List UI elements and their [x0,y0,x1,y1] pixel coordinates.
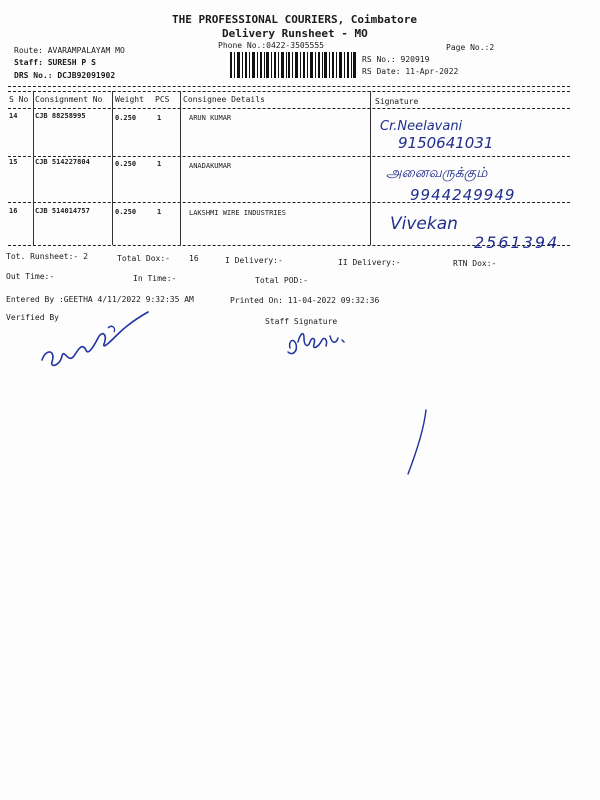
company-title: THE PROFESSIONAL COURIERS, Coimbatore [172,13,418,26]
total-pod: Total POD:- [255,276,308,285]
row-consignment: CJB 514014757 [35,207,90,215]
staff-signature-label: Staff Signature [265,317,338,326]
drs-number: DRS No.: DCJB92091902 [14,71,116,80]
table-top-rule-2 [8,91,570,92]
row-pcs: 1 [157,160,162,168]
handwritten-phone-number: 9150641031 [398,134,494,152]
phone-number: Phone No.:0422-3505555 [218,41,324,50]
staff-signature [282,322,362,362]
table-top-rule [8,86,570,87]
total-dox-label: Total Dox:- [117,254,170,263]
total-dox-value: 16 [189,254,199,263]
row-sno: 14 [9,112,18,120]
row-divider [8,156,570,157]
row-consignee: ARUN KUMAR [189,114,232,122]
out-time: Out Time:- [6,272,55,281]
row-consignee: ANADAKUMAR [189,162,232,170]
header-pcs: PCS [155,95,170,104]
row-consignment: CJB 88258995 [35,112,86,120]
column-divider [112,91,113,245]
header-consignee: Consignee Details [183,95,265,104]
row-pcs: 1 [157,114,162,122]
in-time: In Time:- [133,274,177,283]
row-sno: 16 [9,207,18,215]
header-consignment: Consignment No [35,95,103,104]
header-sno: S No [9,95,29,104]
rtn-dox: RTN Dox:- [453,259,497,268]
header-signature: Signature [375,97,419,106]
handwritten-signature-name: அனைவருக்கும் [386,165,488,181]
page-number: Page No.:2 [446,43,495,52]
document-title: Delivery Runsheet - MO [222,27,368,40]
total-runsheet: Tot. Runsheet:- 2 [6,252,88,261]
ii-delivery: II Delivery:- [338,258,401,267]
handwritten-phone-number: 2561394 [474,233,560,252]
column-divider [370,91,371,245]
row-pcs: 1 [157,208,162,216]
row-consignment: CJB 514227804 [35,158,90,166]
verifier-signature [38,298,158,378]
route-label: Route: AVARAMPALAYAM MO [14,46,125,55]
header-weight: Weight [115,95,144,104]
column-divider [180,91,181,245]
rs-number: RS No.: 920919 [362,55,430,64]
handwritten-signature-name: Cr.Neelavani [380,119,463,134]
row-consignee: LAKSHMI WIRE INDUSTRIES [189,209,286,217]
i-delivery: I Delivery:- [225,256,283,265]
entered-by: Entered By :GEETHA 4/11/2022 9:32:35 AM [6,295,194,304]
verified-by-label: Verified By [6,313,59,322]
printed-on: Printed On: 11-04-2022 09:32:36 [230,296,380,305]
stray-pen-mark [404,408,434,478]
barcode-image [230,52,356,78]
row-weight: 0.250 [115,208,137,216]
staff-label: Staff: SURESH P S [14,58,96,67]
header-bottom-rule [8,108,570,109]
handwritten-signature-name: Vivekan [390,214,458,234]
row-weight: 0.250 [115,114,137,122]
column-divider [33,91,34,245]
row-sno: 15 [9,158,18,166]
handwritten-phone-number: 9944249949 [410,186,516,204]
row-weight: 0.250 [115,160,137,168]
rs-date: RS Date: 11-Apr-2022 [362,67,459,76]
